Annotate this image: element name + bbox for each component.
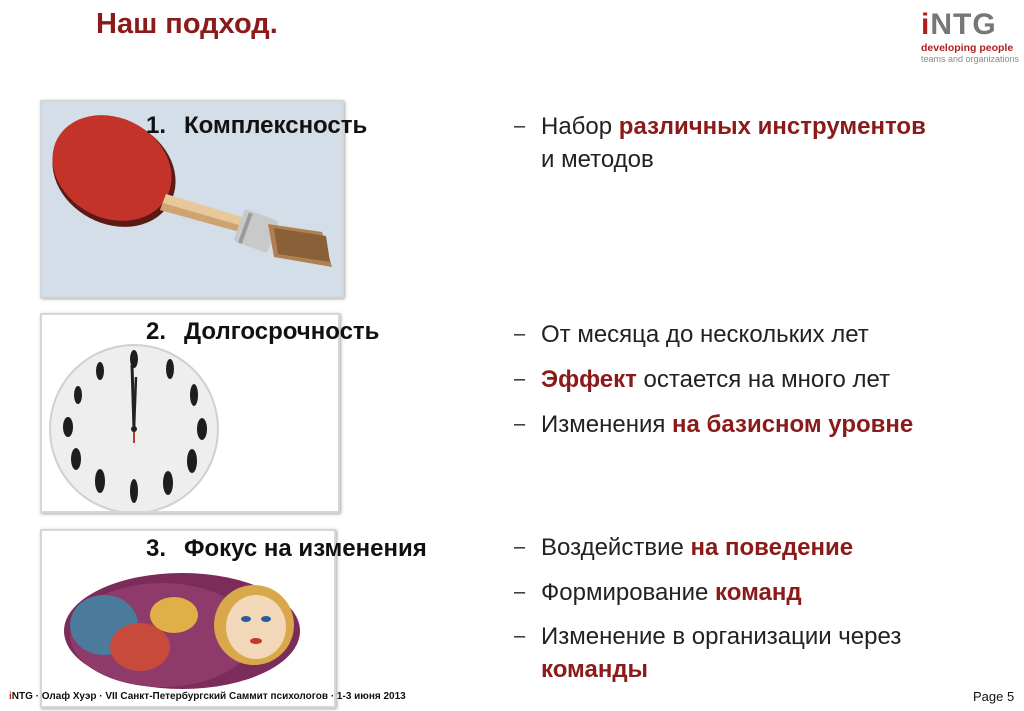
bullet-tools: – Набор различных инструментов и методов [514, 113, 926, 173]
logo-wordmark: iNTG [921, 8, 997, 41]
slide-footer: iNTG · Олаф Хуэр · VII Санкт-Петербургский Саммит психологов · 1-3 июня 2013 [9, 691, 406, 702]
bullet-effect: – Эффект остается на много лет [514, 366, 891, 393]
bullet-basic-level: – Изменения на базисном уровне [514, 411, 914, 438]
bullet-duration: – От месяца до нескольких лет [514, 321, 869, 348]
approach-item-long-term: 2. Долгосрочность [146, 318, 380, 345]
page-number: Page 5 [973, 689, 1015, 704]
bullet-teams: – Формирование команд [514, 579, 802, 606]
intg-logo [921, 8, 1021, 65]
bullet-behavior: – Воздействие на поведение [514, 534, 854, 561]
approach-item-change-focus: 3. Фокус на изменения [146, 535, 427, 562]
logo-tagline-main: developing people [921, 42, 1014, 54]
logo-tagline-sub: teams and organizations [921, 54, 1020, 64]
approach-item-complexity: 1. Комплексность [146, 112, 368, 139]
bullet-org-change: – Изменение в организации через команды [514, 623, 902, 683]
slide-title: Наш подход. [96, 8, 278, 40]
